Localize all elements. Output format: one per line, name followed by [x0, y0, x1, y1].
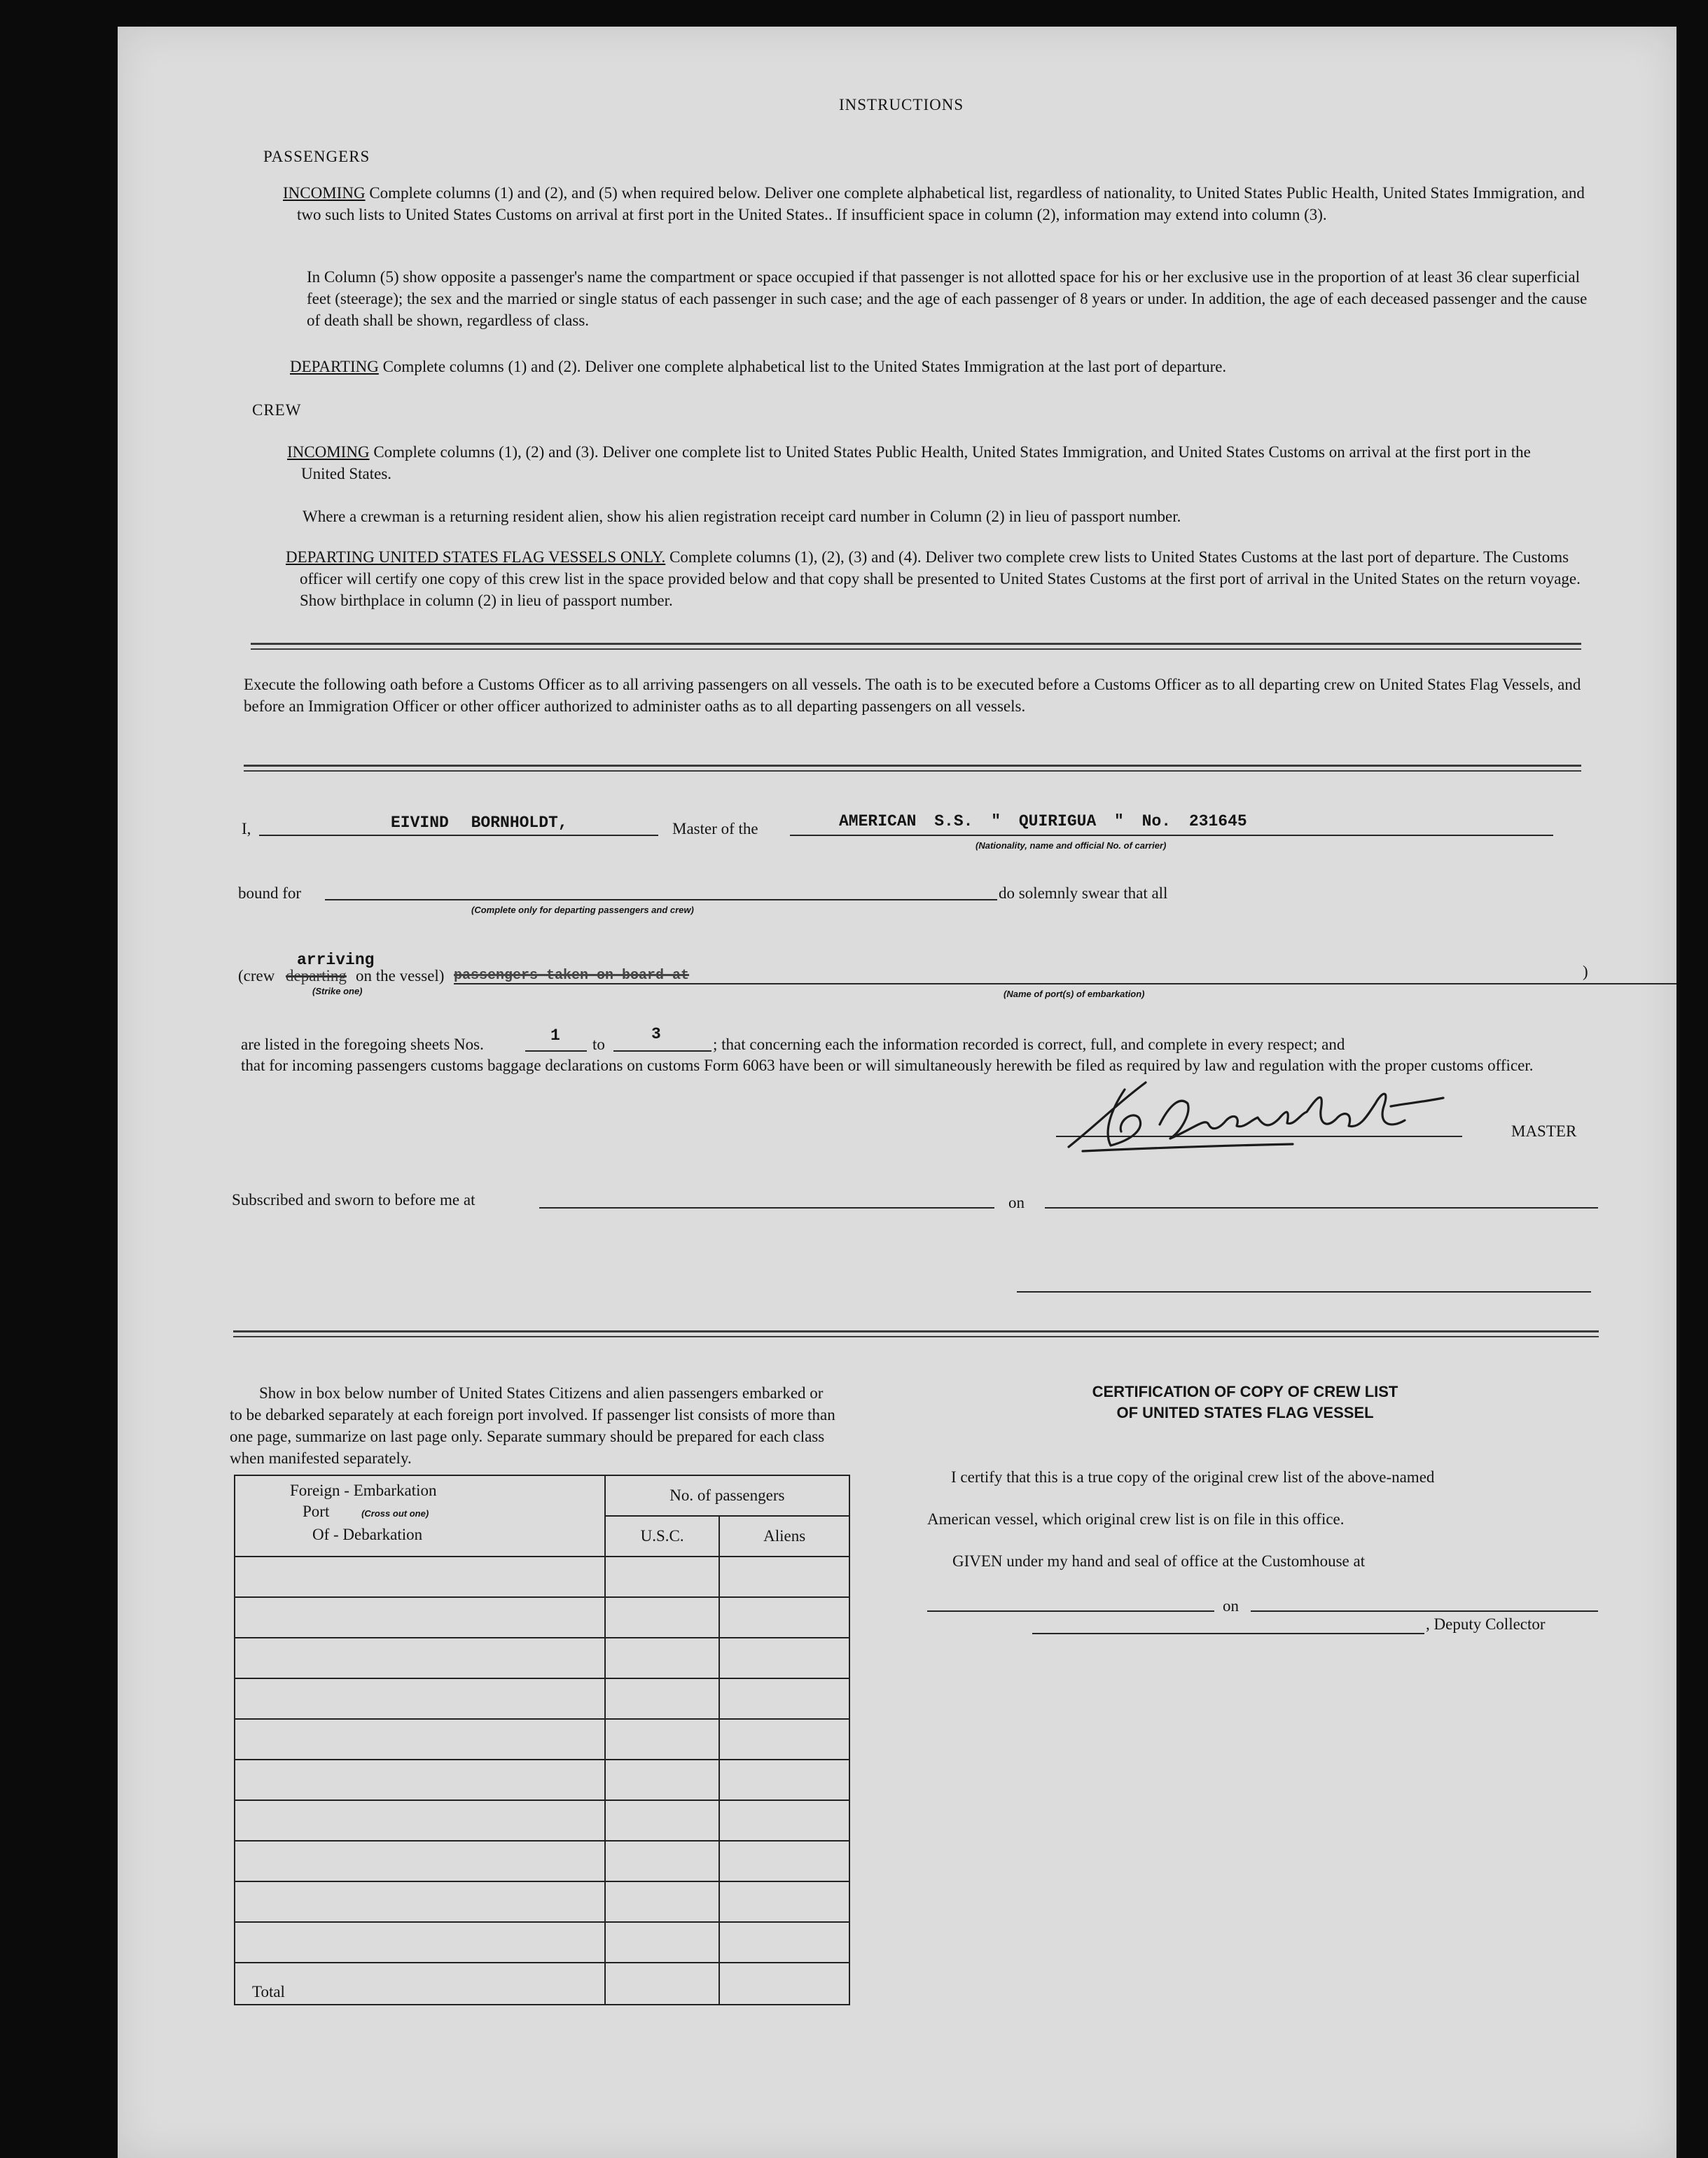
sheets-label: are listed in the foregoing sheets Nos.: [241, 1036, 484, 1053]
sheet-to: 3: [651, 1025, 661, 1043]
table-row[interactable]: [235, 1881, 849, 1922]
table-cell-aliens[interactable]: [719, 1760, 849, 1800]
master-of-label: Master of the: [672, 820, 758, 837]
crew-typed-arriving: arriving: [297, 951, 375, 969]
certification-on-label: on: [1223, 1597, 1239, 1615]
divider-top: [251, 643, 1581, 645]
master-label: MASTER: [1511, 1122, 1577, 1140]
port-column-header: [235, 1475, 605, 1557]
master-signature: [1041, 1061, 1461, 1160]
certification-line1: I certify that this is a true copy of the original crew list of the above-named: [951, 1468, 1435, 1486]
table-cell-aliens[interactable]: [719, 1638, 849, 1678]
officer-signature-line[interactable]: [1017, 1291, 1591, 1293]
swear-text: do solemnly swear that all: [999, 884, 1168, 902]
crew-resident-text: Where a crewman is a returning resident alien, show his alien registration receipt card number in Column (2) in lieu of passport number.: [303, 508, 1181, 525]
divider-top-second: [251, 648, 1581, 650]
master-name-line: [259, 835, 658, 836]
table-cell-usc[interactable]: [605, 1678, 720, 1719]
crew-open-label: (crew: [238, 967, 275, 984]
subscribed-place-line[interactable]: [539, 1207, 994, 1209]
total-label: Total: [235, 1963, 605, 2005]
vessel-line: [790, 835, 1553, 836]
table-cell-usc[interactable]: [605, 1638, 720, 1678]
port-header-line3: Of - Debarkation: [312, 1526, 423, 1543]
certification-line3: GIVEN under my hand and seal of office at the Customhouse at: [952, 1552, 1366, 1570]
port-caption: (Name of port(s) of embarkation): [1004, 989, 1145, 999]
table-cell-port[interactable]: [235, 1760, 605, 1800]
customhouse-line[interactable]: [927, 1610, 1214, 1612]
table-cell-usc[interactable]: [605, 1881, 720, 1922]
crew-departing-label: DEPARTING UNITED STATES FLAG VESSELS ONLY.: [286, 548, 666, 566]
usc-column-header: U.S.C.: [605, 1516, 720, 1557]
crew-departing-text: Complete columns (1), (2), (3) and (4). Deliver two complete crew lists to United States Customs at the last port of departure. The Customs officer will certify one copy of this crew list in the space provided below and that copy shall be presented to United States Customs at the first port of arrival in the United States on the return voyage. Show birthplace in column (2) in lieu of passport number.: [300, 548, 1581, 609]
total-row[interactable]: [235, 1963, 849, 2005]
crew-incoming: [287, 441, 1569, 485]
table-cell-port[interactable]: [235, 1638, 605, 1678]
table-cell-port[interactable]: [235, 1597, 605, 1638]
page-title: INSTRUCTIONS: [839, 96, 964, 113]
table-cell-port[interactable]: [235, 1557, 605, 1597]
crew-departing: [286, 546, 1602, 611]
table-row[interactable]: [235, 1841, 849, 1881]
table-cell-usc[interactable]: [605, 1760, 720, 1800]
divider-oath-second: [244, 770, 1581, 772]
port-header-line1: Foreign - Embarkation: [290, 1482, 437, 1499]
bound-for-label: bound for: [238, 884, 302, 902]
sheet-from: 1: [550, 1026, 560, 1045]
table-cell-aliens[interactable]: [719, 1719, 849, 1760]
aliens-column-header: Aliens: [719, 1516, 849, 1557]
close-paren: ): [1583, 963, 1588, 980]
table-row[interactable]: [235, 1719, 849, 1760]
deputy-collector-line[interactable]: [1032, 1633, 1424, 1634]
certification-title-line2: OF UNITED STATES FLAG VESSEL: [1116, 1404, 1374, 1421]
bound-for-line: [325, 899, 997, 900]
table-cell-aliens[interactable]: [719, 1678, 849, 1719]
table-cell-aliens[interactable]: [719, 1800, 849, 1841]
crew-struck-departing: departing: [286, 967, 347, 984]
passengers-column-header: No. of passengers: [605, 1475, 849, 1516]
passenger-summary-table: [234, 1475, 850, 2005]
table-row[interactable]: [235, 1922, 849, 1963]
table-row[interactable]: [235, 1760, 849, 1800]
deputy-collector-label: , Deputy Collector: [1426, 1615, 1546, 1633]
sheets-tail: ; that concerning each the information recorded is correct, full, and complete in every respect; and: [713, 1036, 1345, 1053]
table-cell-aliens[interactable]: [719, 1597, 849, 1638]
struck-passengers-phrase: passengers taken on board at: [454, 968, 690, 984]
port-embarkation-line: [454, 983, 1676, 984]
oath-instructions: Execute the following oath before a Customs Officer as to all arriving passengers on all vessels. The oath is to be executed before a Customs Officer as to all departing crew on United States Flag Vessels, and before an Immigration Officer or other officer authorized to administer oaths as to all departing passengers on all vessels.: [244, 676, 1581, 715]
table-cell-port[interactable]: [235, 1841, 605, 1881]
table-cell-aliens[interactable]: [719, 1881, 849, 1922]
passengers-departing-label: DEPARTING: [290, 358, 379, 375]
crew-incoming-text: Complete columns (1), (2) and (3). Deliver one complete list to United States Public Health, United States Immigration, and United States Customs on arrival at the first port in the United States.: [301, 443, 1531, 482]
table-row[interactable]: [235, 1800, 849, 1841]
baggage-text: that for incoming passengers customs baggage declarations on customs Form 6063 have been or will simultaneously herewith be filed as required by law and regulation with the proper customs officer.: [241, 1057, 1534, 1074]
crew-after-label: on the vessel): [356, 967, 445, 984]
subscribed-label: Subscribed and sworn to before me at: [232, 1191, 475, 1209]
sheet-from-line: [525, 1050, 587, 1052]
subscribed-on-label: on: [1008, 1194, 1025, 1211]
table-cell-aliens[interactable]: [719, 1841, 849, 1881]
table-cell-usc[interactable]: [605, 1597, 720, 1638]
table-row[interactable]: [235, 1678, 849, 1719]
passengers-departing-text: Complete columns (1) and (2). Deliver one complete alphabetical list to the United States Immigration at the last port of departure.: [382, 358, 1227, 375]
certification-line2: American vessel, which original crew list is on file in this office.: [927, 1510, 1345, 1528]
master-name: EIVIND BORNHOLDT,: [391, 814, 568, 832]
passengers-incoming: [283, 182, 1585, 225]
oath-i-label: I,: [242, 820, 251, 837]
to-label: to: [592, 1036, 605, 1053]
table-cell-aliens[interactable]: [719, 1922, 849, 1963]
table-cell-usc[interactable]: [605, 1557, 720, 1597]
total-usc[interactable]: [605, 1963, 720, 2005]
table-cell-port[interactable]: [235, 1719, 605, 1760]
table-cell-aliens[interactable]: [719, 1557, 849, 1597]
divider-middle: [233, 1330, 1599, 1332]
table-cell-usc[interactable]: [605, 1841, 720, 1881]
certification-title-line1: CERTIFICATION OF COPY OF CREW LIST: [1092, 1383, 1398, 1400]
port-header-caption: (Cross out one): [361, 1508, 429, 1519]
crew-heading: CREW: [252, 401, 302, 419]
vessel-caption: (Nationality, name and official No. of carrier): [975, 840, 1167, 851]
total-aliens[interactable]: [719, 1963, 849, 2005]
bound-for-caption: (Complete only for departing passengers and crew): [471, 905, 694, 915]
table-cell-usc[interactable]: [605, 1922, 720, 1963]
form-page: [118, 27, 1676, 2158]
crew-incoming-label: INCOMING: [287, 443, 370, 461]
table-cell-usc[interactable]: [605, 1719, 720, 1760]
table-cell-port[interactable]: [235, 1922, 605, 1963]
table-cell-port[interactable]: [235, 1678, 605, 1719]
port-header-line2: Port: [303, 1503, 330, 1520]
table-row[interactable]: [235, 1638, 849, 1678]
subscribed-date-line[interactable]: [1045, 1207, 1598, 1209]
passengers-incoming-text: Complete columns (1) and (2), and (5) when required below. Deliver one complete alphabetical list, regardless of nationality, to United States Public Health, United States Immigration, and two such lists to United States Customs on arrival at first port in the United States.. If insufficient space in column (2), information may extend into column (3).: [297, 184, 1585, 223]
summary-instructions: Show in box below number of United States Citizens and alien passengers embarked or to be debarked separately at each foreign port involved. If passenger list consists of more than one page, summarize on last page only. Separate summary should be prepared for each class when manifested separately.: [230, 1384, 835, 1467]
divider-oath: [244, 765, 1581, 767]
strike-caption: (Strike one): [312, 986, 363, 996]
vessel-name: AMERICAN S.S. " QUIRIGUA " No. 231645: [839, 812, 1247, 830]
table-row[interactable]: [235, 1557, 849, 1597]
table-cell-port[interactable]: [235, 1881, 605, 1922]
table-cell-port[interactable]: [235, 1800, 605, 1841]
passengers-column5-text: In Column (5) show opposite a passenger's name the compartment or space occupied if that passenger is not allotted space for his or her exclusive use in the proportion of at least 36 clear superficial feet (steerage); the sex and the married or single status of each passenger in such case; and the age of each passenger of 8 years or under. In addition, the age of each deceased passenger and the cause of death shall be shown, regardless of class.: [307, 268, 1588, 329]
certification-date-line[interactable]: [1251, 1610, 1598, 1612]
passengers-departing: [290, 356, 1585, 377]
sheet-to-line: [613, 1050, 711, 1052]
table-cell-usc[interactable]: [605, 1800, 720, 1841]
passengers-heading: PASSENGERS: [263, 148, 370, 165]
passengers-incoming-label: INCOMING: [283, 184, 366, 202]
table-row[interactable]: [235, 1597, 849, 1638]
divider-middle-second: [233, 1336, 1599, 1337]
